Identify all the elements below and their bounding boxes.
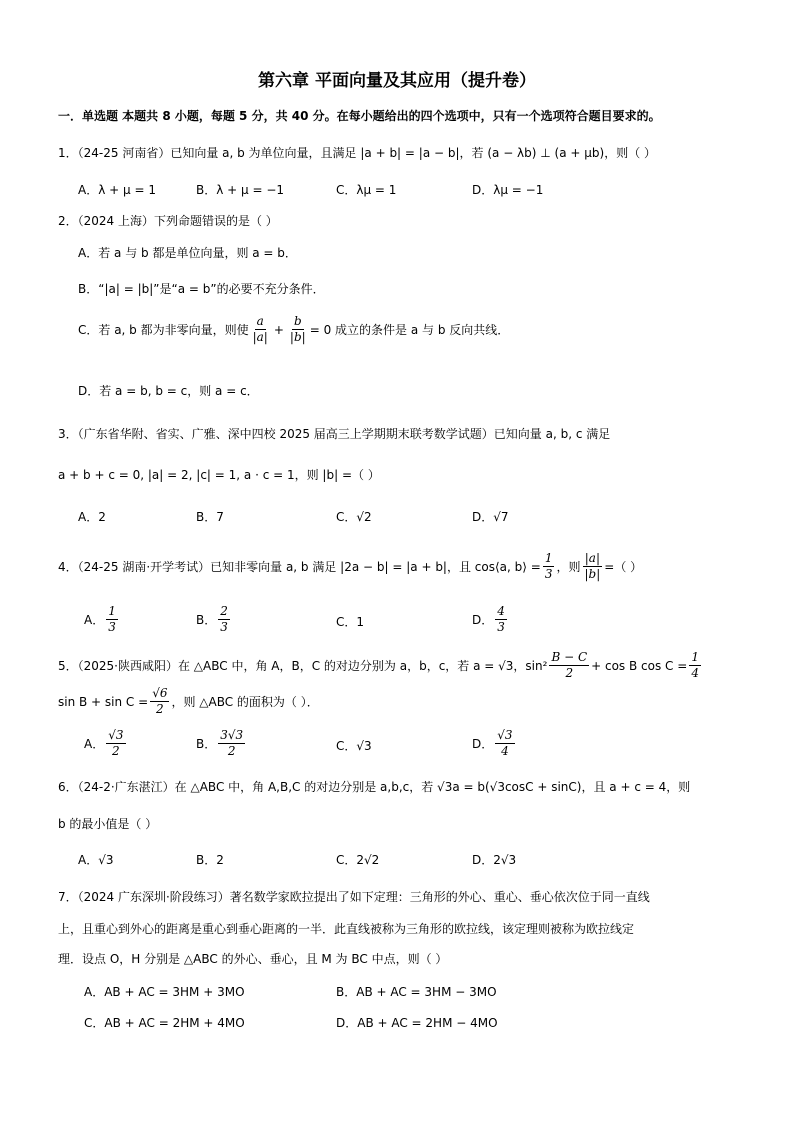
q6-option-d: D．2√3 [472, 853, 517, 867]
q7-option-d: D．AB + AC = 2HM − 4MO [336, 1016, 498, 1030]
q4-option-d-num: 4 [497, 604, 505, 618]
q2-option-c-text-start: C．若 a, b 都为非零向量，则使 [78, 323, 249, 337]
q4-option-a-den: 3 [108, 620, 116, 634]
q5-option-d [472, 728, 517, 759]
q2-option-a: A．若 a 与 b 都是单位向量，则 a = b． [78, 246, 297, 260]
q5-line2-start: sin B + sin C = [58, 694, 149, 709]
q1-option-c: C．λμ = 1 [336, 183, 397, 197]
q2-c-fraction-b-den: |b| [289, 330, 306, 344]
q4-option-a-fraction [106, 604, 118, 635]
question-6-line-2: b 的最小值是（ ） [58, 817, 158, 831]
q4-ratio-fraction [582, 551, 602, 582]
q7-option-a: A．AB + AC = 3HM + 3MO [84, 985, 245, 999]
q2-option-d: D．若 a = b, b = c，则 a = c． [78, 384, 259, 398]
q5-half-angle-num: B − C [551, 650, 588, 664]
q5-option-c [336, 737, 372, 754]
q5-option-c-value: √3 [356, 739, 372, 753]
question-7-line-1: 7．（2024 广东深圳·阶段练习）著名数学家欧拉提出了如下定理：三角形的外心、重心、垂心依次位于同一直线 [58, 890, 650, 904]
q5-half-angle-fraction [549, 650, 589, 681]
q2-option-c-text-end: = 0 成立的条件是 a 与 b 反向共线． [309, 323, 510, 337]
q5-option-b-label: B． [196, 737, 217, 751]
q2-option-b: B．“|a| = |b|”是“a = b”的必要不充分条件． [78, 282, 325, 296]
page-title: 第六章 平面向量及其应用（提升卷） [258, 71, 536, 91]
q6-option-a: A．√3 [78, 853, 114, 867]
q2-c-fraction-a-num: a [256, 314, 264, 328]
q3-option-a: A．2 [78, 510, 106, 524]
q4-stem-mid: ，则 [556, 560, 581, 574]
q6-option-c: C．2√2 [336, 853, 380, 867]
q4-ratio-fraction-den: |b| [584, 567, 601, 581]
q2-c-fraction-a [251, 314, 270, 345]
q7-option-b: B．AB + AC = 3HM − 3MO [336, 985, 497, 999]
q7-option-c: C．AB + AC = 2HM + 4MO [84, 1016, 245, 1030]
q4-option-a-num: 1 [108, 604, 116, 618]
q4-cos-fraction-den: 3 [544, 567, 553, 581]
q5-option-d-num: √3 [497, 728, 513, 742]
q4-option-b-num: 2 [220, 604, 228, 618]
q5-sin-sum-den: 2 [156, 702, 164, 716]
q3-option-d: D．√7 [472, 510, 509, 524]
question-1-stem: 1．（24-25 河南省）已知向量 a, b 为单位向量，且满足 |a + b| = |a − b|，若 (a − λb) ⊥ (a + μb)，则（ ） [58, 146, 657, 160]
question-7-line-2: 上，且重心到外心的距离是重心到垂心距离的一半．此直线被称为三角形的欧拉线，该定理则被称为欧拉线定 [58, 922, 635, 936]
q4-ratio-fraction-num: |a| [584, 551, 600, 565]
q5-option-c-label: C． [336, 739, 357, 753]
q4-option-b-den: 3 [220, 620, 228, 634]
q5-quarter-fraction [689, 650, 701, 681]
q5-stem-mid: + cos B cos C = [591, 658, 688, 673]
q1-option-a: A．λ + μ = 1 [78, 183, 156, 197]
q4-cos-fraction-num: 1 [544, 551, 553, 565]
q1-option-b: B．λ + μ = −1 [196, 183, 285, 197]
q5-option-b [196, 728, 247, 759]
question-3-condition: a + b + c = 0, |a| = 2, |c| = 1, a · c = 1，则 |b| =（ ） [58, 468, 380, 482]
q5-line2-end: ，则 △ABC 的面积为（ ）． [171, 695, 319, 709]
q4-cos-fraction [543, 551, 555, 582]
q5-option-d-fraction [495, 728, 514, 759]
q4-option-b-fraction [218, 604, 230, 635]
plus-sign: + [273, 322, 284, 337]
question-5-stem [58, 650, 703, 681]
q5-option-a-num: √3 [108, 728, 124, 742]
q4-option-c-label: C． [336, 615, 357, 629]
q5-option-a-den: 2 [112, 744, 120, 758]
q4-option-b-label: B． [196, 613, 217, 627]
q5-option-a [84, 728, 128, 759]
q4-option-c-value: 1 [356, 615, 365, 629]
question-4-stem [58, 551, 642, 582]
question-6-stem: 6．（24-2·广东湛江）在 △ABC 中，角 A,B,C 的对边分别是 a,b,c，若 √3a = b(√3cosC + sinC)，且 a + c = 4，则 [58, 780, 691, 794]
q5-option-b-fraction [218, 728, 245, 759]
q3-option-b: B．7 [196, 510, 224, 524]
q3-option-c: C．√2 [336, 510, 372, 524]
q5-sin-sum-fraction [150, 686, 169, 717]
q5-option-a-label: A． [84, 737, 105, 751]
q5-option-a-fraction [106, 728, 125, 759]
q1-option-d: D．λμ = −1 [472, 183, 544, 197]
q4-option-a-label: A． [84, 613, 105, 627]
q6-option-b: B．2 [196, 853, 224, 867]
q4-option-d-fraction [495, 604, 507, 635]
q4-option-a [84, 604, 120, 635]
q4-option-d [472, 604, 509, 635]
q5-half-angle-den: 2 [565, 666, 574, 680]
q5-stem-start: 5．（2025·陕西咸阳）在 △ABC 中，角 A，B，C 的对边分别为 a，b，c，若 a = √3，sin² [58, 659, 548, 673]
q4-option-d-label: D． [472, 613, 494, 627]
q5-option-d-den: 4 [501, 744, 509, 758]
q5-option-b-den: 2 [227, 744, 236, 758]
q4-option-c [336, 613, 364, 630]
q5-option-b-num: 3√3 [220, 728, 244, 742]
q4-stem-end: =（ ） [604, 560, 643, 574]
q2-c-fraction-b [288, 314, 308, 345]
question-5-line-2 [58, 686, 319, 717]
q2-option-c [78, 314, 509, 345]
q4-option-b [196, 604, 232, 635]
q2-c-fraction-b-num: b [293, 314, 302, 328]
q4-option-d-den: 3 [497, 620, 505, 634]
q2-c-fraction-a-den: |a| [252, 330, 268, 344]
section-heading: 一．单选题 本题共 8 小题，每题 5 分，共 40 分。在每小题给出的四个选项中，只有一个选项符合题目要求的。 [58, 109, 661, 123]
question-7-line-3: 理．设点 O，H 分别是 △ABC 的外心、垂心，且 M 为 BC 中点，则（ ） [58, 952, 448, 966]
question-2-stem: 2．（2024 上海）下列命题错误的是（ ） [58, 214, 278, 228]
q5-quarter-den: 4 [691, 666, 699, 680]
q5-quarter-num: 1 [691, 650, 699, 664]
question-3-stem: 3．（广东省华附、省实、广雅、深中四校 2025 届高三上学期期末联考数学试题）已知向量 a, b, c 满足 [58, 427, 611, 441]
q5-sin-sum-num: √6 [152, 686, 168, 700]
q5-option-d-label: D． [472, 737, 494, 751]
q4-stem-start: 4．（24-25 湖南·开学考试）已知非零向量 a, b 满足 |2a − b| = |a + b|，且 cos⟨a, b⟩ = [58, 560, 541, 574]
